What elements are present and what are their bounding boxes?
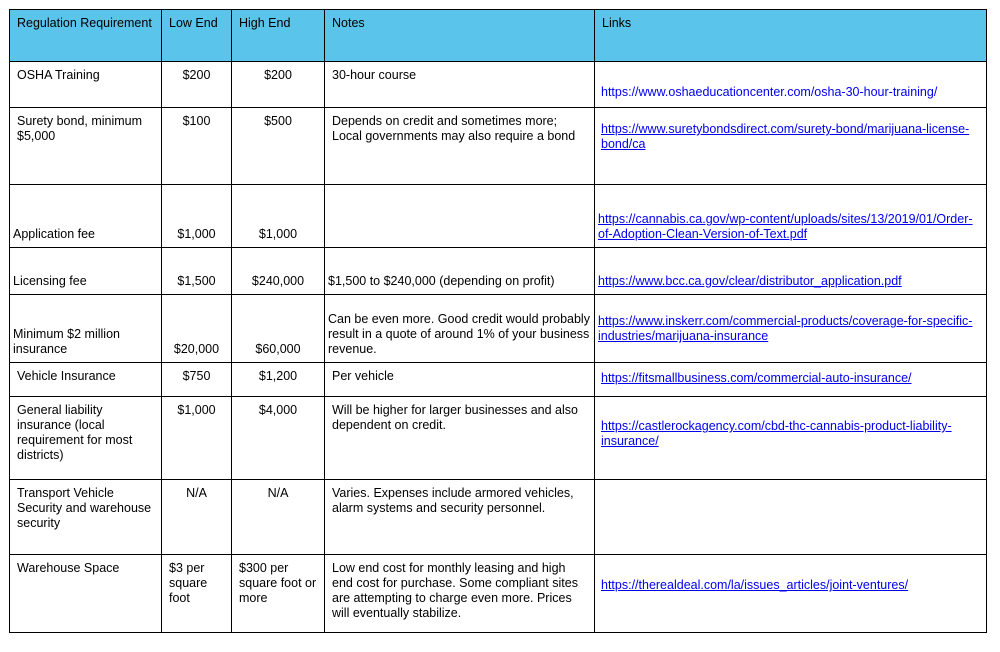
regulation-cost-table xyxy=(9,9,987,633)
low-end-cell: $1,000 xyxy=(162,397,232,480)
notes-cell: $1,500 to $240,000 (depending on profit) xyxy=(325,248,595,295)
requirement-cell: Minimum $2 million insurance xyxy=(10,295,162,363)
high-end-cell: $1,000 xyxy=(232,185,325,248)
high-end-cell: $60,000 xyxy=(232,295,325,363)
high-end-cell: $500 xyxy=(232,108,325,185)
notes-cell: Low end cost for monthly leasing and high end cost for purchase. Some compliant sites are attempting to charge even more. Prices will eventually stabilize. xyxy=(325,555,595,633)
table-row xyxy=(10,363,987,397)
low-end-cell: $1,000 xyxy=(162,185,232,248)
table-row xyxy=(10,295,987,363)
table-row xyxy=(10,62,987,108)
requirement-cell: Vehicle Insurance xyxy=(10,363,162,397)
header-notes: Notes xyxy=(325,10,595,62)
low-end-cell: $100 xyxy=(162,108,232,185)
header-row xyxy=(10,10,987,62)
resource-link[interactable]: https://www.bcc.ca.gov/clear/distributor_application.pdf xyxy=(598,274,902,288)
header-links: Links xyxy=(595,10,987,62)
table-row xyxy=(10,185,987,248)
link-cell xyxy=(595,248,987,295)
resource-link[interactable]: https://cannabis.ca.gov/wp-content/uploads/sites/13/2019/01/Order-of-Adoption-Clean-Version-of-Text.pdf xyxy=(598,212,973,241)
link-cell xyxy=(595,397,987,480)
requirement-cell: Surety bond, minimum $5,000 xyxy=(10,108,162,185)
low-end-cell: N/A xyxy=(162,480,232,555)
link-cell xyxy=(595,555,987,633)
table-row xyxy=(10,480,987,555)
table-body xyxy=(10,62,987,633)
high-end-cell: $4,000 xyxy=(232,397,325,480)
low-end-cell: $20,000 xyxy=(162,295,232,363)
resource-link[interactable]: https://www.inskerr.com/commercial-products/coverage-for-specific-industries/marijuana-insurance xyxy=(598,314,973,343)
notes-cell: Will be higher for larger businesses and also dependent on credit. xyxy=(325,397,595,480)
link-cell xyxy=(595,363,987,397)
resource-link[interactable]: https://fitsmallbusiness.com/commercial-auto-insurance/ xyxy=(601,371,912,385)
link-cell xyxy=(595,480,987,555)
notes-cell: Varies. Expenses include armored vehicles, alarm systems and security personnel. xyxy=(325,480,595,555)
low-end-cell: $1,500 xyxy=(162,248,232,295)
table-row xyxy=(10,248,987,295)
resource-link[interactable]: https://www.oshaeducationcenter.com/osha-30-hour-training/ xyxy=(601,85,938,99)
notes-cell: 30-hour course xyxy=(325,62,595,108)
header-low-end: Low End xyxy=(162,10,232,62)
high-end-cell: $1,200 xyxy=(232,363,325,397)
header-high-end: High End xyxy=(232,10,325,62)
link-cell xyxy=(595,185,987,248)
high-end-cell: $300 per square foot or more xyxy=(232,555,325,633)
high-end-cell: N/A xyxy=(232,480,325,555)
low-end-cell: $3 per square foot xyxy=(162,555,232,633)
requirement-cell: Warehouse Space xyxy=(10,555,162,633)
table-header xyxy=(10,10,987,62)
table-row xyxy=(10,108,987,185)
low-end-cell: $750 xyxy=(162,363,232,397)
header-requirement: Regulation Requirement xyxy=(10,10,162,62)
requirement-cell: OSHA Training xyxy=(10,62,162,108)
table-row xyxy=(10,397,987,480)
requirement-cell: General liability insurance (local requirement for most districts) xyxy=(10,397,162,480)
requirement-cell: Application fee xyxy=(10,185,162,248)
notes-cell xyxy=(325,185,595,248)
notes-cell: Depends on credit and sometimes more; Local governments may also require a bond xyxy=(325,108,595,185)
low-end-cell: $200 xyxy=(162,62,232,108)
resource-link[interactable]: https://castlerockagency.com/cbd-thc-cannabis-product-liability-insurance/ xyxy=(601,419,952,448)
requirement-cell: Licensing fee xyxy=(10,248,162,295)
resource-link[interactable]: https://therealdeal.com/la/issues_articles/joint-ventures/ xyxy=(601,578,909,592)
link-cell xyxy=(595,108,987,185)
link-cell xyxy=(595,62,987,108)
link-cell xyxy=(595,295,987,363)
table-row xyxy=(10,555,987,633)
notes-cell: Per vehicle xyxy=(325,363,595,397)
requirement-cell: Transport Vehicle Security and warehouse security xyxy=(10,480,162,555)
resource-link[interactable]: https://www.suretybondsdirect.com/surety-bond/marijuana-license-bond/ca xyxy=(601,122,970,151)
notes-cell: Can be even more. Good credit would probably result in a quote of around 1% of your business revenue. xyxy=(325,295,595,363)
high-end-cell: $200 xyxy=(232,62,325,108)
high-end-cell: $240,000 xyxy=(232,248,325,295)
